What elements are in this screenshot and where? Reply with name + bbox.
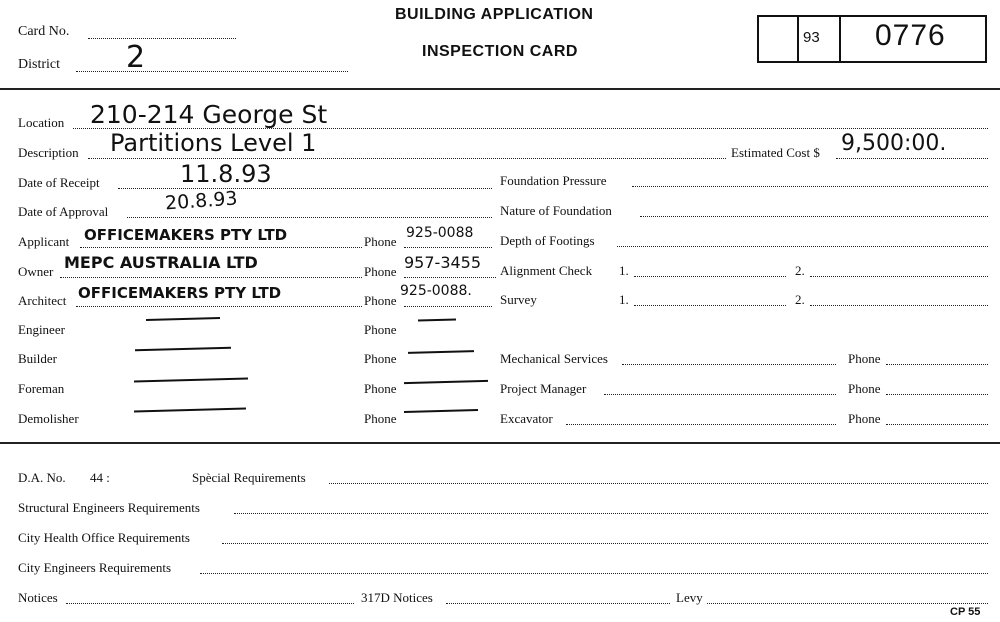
notices-317d-label: 317D Notices (361, 590, 433, 605)
levy-label: Levy (676, 590, 703, 605)
city-health-field[interactable] (222, 543, 988, 544)
project-manager-field[interactable] (604, 394, 836, 395)
levy-field[interactable] (707, 603, 988, 604)
project-manager-phone-field[interactable] (886, 394, 988, 395)
city-engineers-field[interactable] (200, 573, 988, 574)
engineer-phone-dash (418, 319, 456, 322)
foundation-pressure-field[interactable] (632, 186, 988, 187)
alignment-check-1-field[interactable] (634, 276, 786, 277)
mechanical-services-phone-label: Phone (848, 351, 881, 366)
date-of-approval-value: 20.8.93 (164, 187, 239, 215)
excavator-field[interactable] (566, 424, 836, 425)
notices-label: Notices (18, 590, 58, 605)
survey-label: Survey (500, 292, 537, 307)
title-line-2: INSPECTION CARD (422, 43, 578, 60)
alignment-check-label: Alignment Check (500, 263, 593, 278)
estimated-cost-label: Estimated Cost $ (731, 145, 820, 160)
owner-phone-label: Phone (364, 264, 397, 279)
excavator-label: Excavator (500, 411, 553, 426)
alignment-check-num-1: 1. (619, 263, 629, 278)
survey-1-field[interactable] (634, 305, 786, 306)
estimated-cost-field[interactable] (836, 158, 988, 159)
demolisher-phone-dash (404, 409, 478, 413)
owner-field[interactable] (60, 277, 362, 278)
excavator-phone-field[interactable] (886, 424, 988, 425)
card-year: 93 (803, 29, 820, 46)
architect-phone-field[interactable] (404, 306, 492, 307)
architect-field[interactable] (76, 306, 362, 307)
card-no-field[interactable] (88, 38, 236, 39)
special-requirements-field[interactable] (329, 483, 988, 484)
mechanical-services-phone-field[interactable] (886, 364, 988, 365)
district-field[interactable] (76, 71, 348, 72)
alignment-check-2-field[interactable] (810, 276, 988, 277)
builder-phone-label: Phone (364, 351, 397, 366)
mechanical-services-label: Mechanical Services (500, 351, 608, 366)
depth-of-footings-label: Depth of Footings (500, 233, 595, 248)
notices-field[interactable] (66, 603, 354, 604)
excavator-phone-label: Phone (848, 411, 881, 426)
date-of-approval-label: Date of Approval (18, 204, 109, 219)
demolisher-label: Demolisher (18, 411, 79, 426)
da-no-label: D.A. No. (18, 470, 66, 485)
builder-label: Builder (18, 351, 57, 366)
da-no-value: 44 : (90, 470, 110, 485)
city-engineers-label: City Engineers Requirements (18, 560, 172, 575)
demolisher-phone-label: Phone (364, 411, 397, 426)
owner-phone-value: 957-3455 (404, 253, 482, 272)
owner-label: Owner (18, 264, 54, 279)
engineer-phone-label: Phone (364, 322, 397, 337)
description-label: Description (18, 145, 79, 160)
foreman-dash (134, 378, 248, 383)
owner-phone-field[interactable] (404, 277, 496, 278)
applicant-field[interactable] (80, 247, 362, 248)
date-of-receipt-field[interactable] (118, 188, 492, 189)
description-value: Partitions Level 1 (110, 129, 317, 157)
depth-of-footings-field[interactable] (617, 246, 988, 247)
date-of-receipt-label: Date of Receipt (18, 175, 100, 190)
structural-engineers-label: Structural Engineers Requirements (18, 500, 200, 515)
applicant-value: OFFICEMAKERS PTY LTD (84, 226, 288, 244)
header-divider (0, 88, 1000, 90)
builder-phone-dash (408, 350, 474, 354)
form-code: CP 55 (950, 606, 981, 618)
survey-2-field[interactable] (810, 305, 988, 306)
date-of-approval-field[interactable] (127, 217, 492, 218)
project-manager-label: Project Manager (500, 381, 587, 396)
survey-num-2: 2. (795, 292, 805, 307)
applicant-phone-field[interactable] (404, 247, 492, 248)
applicant-phone-value: 925-0088 (406, 225, 474, 241)
alignment-check-num-2: 2. (795, 263, 805, 278)
engineer-label: Engineer (18, 322, 65, 337)
architect-phone-label: Phone (364, 293, 397, 308)
location-value: 210-214 George St (90, 100, 328, 129)
location-label: Location (18, 115, 65, 130)
survey-num-1: 1. (619, 292, 629, 307)
demolisher-dash (134, 408, 246, 413)
foreman-label: Foreman (18, 381, 65, 396)
footer-divider (0, 442, 1000, 444)
architect-label: Architect (18, 293, 67, 308)
city-health-label: City Health Office Requirements (18, 530, 190, 545)
engineer-dash (146, 317, 220, 321)
estimated-cost-value: 9,500:00. (841, 131, 947, 156)
notices-317d-field[interactable] (446, 603, 670, 604)
title-line-1: BUILDING APPLICATION (395, 6, 594, 23)
foundation-pressure-label: Foundation Pressure (500, 173, 607, 188)
architect-value: OFFICEMAKERS PTY LTD (78, 284, 282, 302)
card-no-label: Card No. (18, 24, 70, 39)
applicant-label: Applicant (18, 234, 70, 249)
district-value: 2 (126, 40, 146, 75)
nature-of-foundation-field[interactable] (640, 216, 988, 217)
mechanical-services-field[interactable] (622, 364, 836, 365)
district-label: District (18, 57, 60, 72)
builder-dash (135, 347, 231, 352)
special-requirements-label: Spècial Requirements (192, 470, 306, 485)
structural-engineers-field[interactable] (234, 513, 988, 514)
nature-of-foundation-label: Nature of Foundation (500, 203, 612, 218)
foreman-phone-dash (404, 380, 488, 384)
card-number-box (757, 15, 987, 63)
foreman-phone-label: Phone (364, 381, 397, 396)
architect-phone-value: 925-0088. (400, 283, 472, 299)
project-manager-phone-label: Phone (848, 381, 881, 396)
card-number: 0776 (875, 19, 946, 52)
date-of-receipt-value: 11.8.93 (180, 160, 272, 188)
applicant-phone-label: Phone (364, 234, 397, 249)
owner-value: MEPC AUSTRALIA LTD (64, 253, 258, 272)
description-field[interactable] (88, 158, 726, 159)
